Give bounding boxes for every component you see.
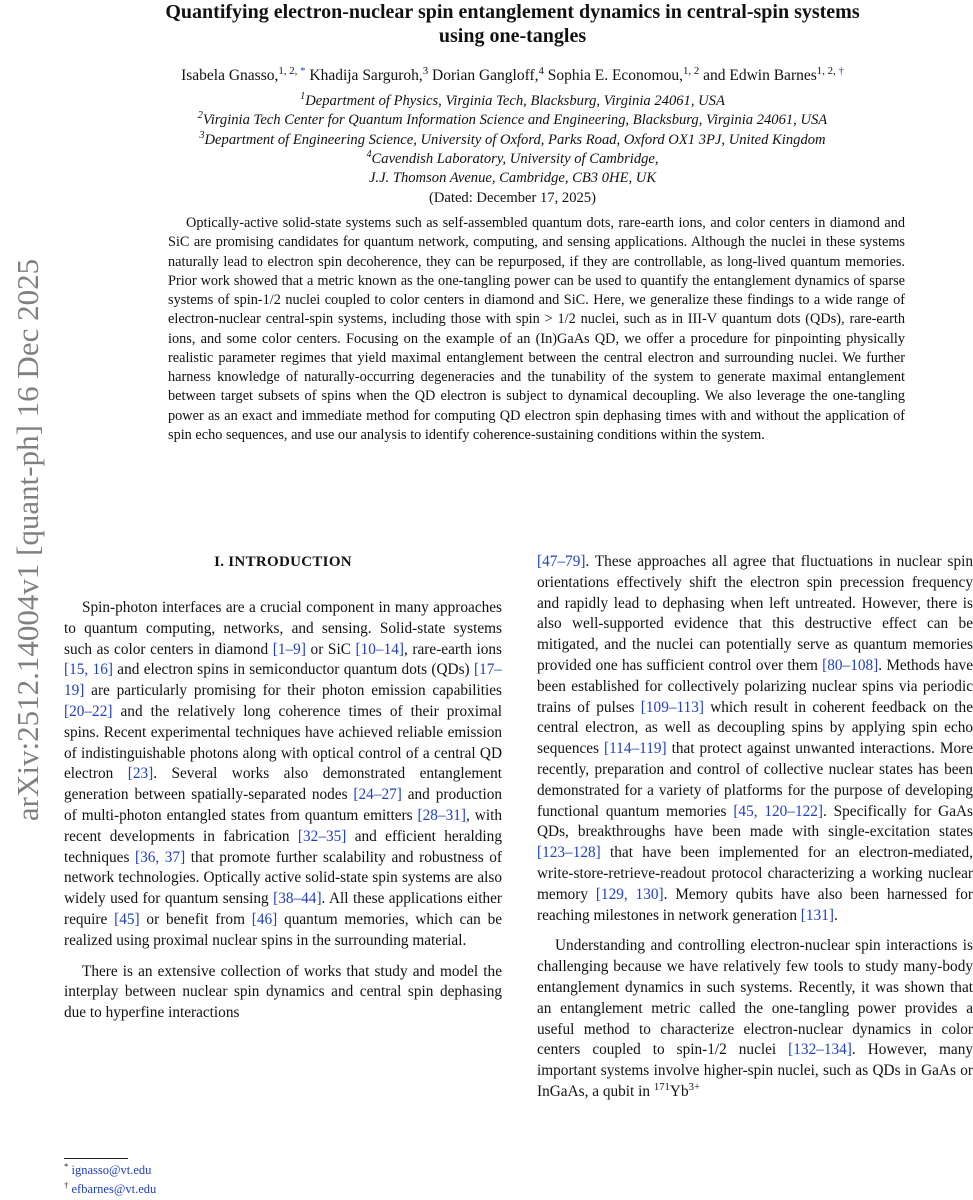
- paragraph-gap: [64, 952, 502, 962]
- superscript: 3+: [688, 1080, 700, 1093]
- right-column: [537, 552, 973, 1103]
- author: [547, 64, 700, 84]
- citation-link[interactable]: [38–44]: [273, 890, 322, 908]
- citation-link[interactable]: [45]: [114, 910, 140, 928]
- affiliation: [60, 92, 965, 111]
- footnote: [64, 1180, 156, 1199]
- footnote-email-link[interactable]: ignasso@vt.edu: [71, 1163, 152, 1177]
- affiliation-text: Virginia Tech Center for Quantum Information Science and Engineering, Blacksburg, Virginia 24061, USA: [202, 112, 828, 129]
- affiliation-number: 1: [300, 91, 306, 103]
- author-name: Isabela Gnasso,: [181, 67, 279, 84]
- superscript: 171: [653, 1080, 670, 1093]
- title-line-1: Quantifying electron-nuclear spin entanglement dynamics in central-spin systems: [165, 1, 860, 23]
- citation-link[interactable]: [109–113]: [640, 698, 704, 716]
- citation-link[interactable]: [80–108]: [822, 656, 879, 674]
- right-paragraphs: [537, 552, 973, 1103]
- affiliation-list: [60, 92, 965, 188]
- citation-link[interactable]: [10–14]: [355, 640, 404, 658]
- footnote-email-link[interactable]: efbarnes@vt.edu: [71, 1182, 157, 1196]
- citation-link[interactable]: [45, 120–122]: [733, 802, 823, 820]
- arxiv-identifier: arXiv:2512.14004v1 [quant-ph] 16 Dec 2025: [10, 258, 45, 822]
- author-affiliation-marks: 4: [538, 64, 544, 77]
- citation-link[interactable]: [17–19]: [64, 661, 503, 700]
- citation-link[interactable]: [129, 130]: [595, 885, 664, 903]
- affiliation-text: Cavendish Laboratory, University of Cambridge,: [371, 150, 659, 167]
- author-name: and Edwin Barnes: [703, 67, 817, 84]
- citation-link[interactable]: [1–9]: [272, 640, 306, 658]
- paragraph-gap: [537, 926, 973, 936]
- author: [181, 64, 306, 84]
- author-email-link[interactable]: †: [835, 64, 844, 77]
- paragraph: Spin-photon interfaces are a crucial component in many approaches to quantum computing, networks, and sensing. Solid-state systems such as color centers in diamond [1–9] or SiC [10–14], rare-earth ions [15, 16] and electron spins in semiconductor quantum dots (QDs) [17–19] are particularly promising for their photon emission capabilities [20–22] and the relatively long coherence times of their proximal spins. Recent experimental techniques have achieved reliable emission of indistinguishable photons along with optical control of a central QD electron [23]. Several works also demonstrated entanglement generation between spatially-separated nodes [24–27] and production of multi-photon entangled states from quantum emitters [28–31], with recent developments in fabrication [32–35] and efficient heralding techniques [36, 37] that promote further scalability and robustness of network technologies. Optically active solid-state spin systems are also widely used for quantum sensing [38–44]. All these applications either require [45] or benefit from [46] quantum memories, which can be realized using proximal nuclear spins in the surrounding material.: [64, 599, 503, 949]
- citation-link[interactable]: [28–31]: [417, 806, 466, 824]
- affiliation-number: 3: [199, 129, 205, 141]
- citation-link[interactable]: [123–128]: [537, 844, 601, 862]
- paragraph: There is an extensive collection of works that study and model the interplay between nuclear spin dynamics and central spin dephasing due to hyperfine interactions: [64, 962, 502, 1022]
- affiliation-number: 2: [197, 110, 203, 122]
- author: [432, 64, 544, 84]
- citation-link[interactable]: [47–79]: [537, 553, 586, 570]
- paper-title: [60, 0, 965, 48]
- author-email-link[interactable]: *: [297, 64, 306, 77]
- section-heading: I. INTRODUCTION: [214, 554, 352, 570]
- affiliation-number: 4: [366, 149, 372, 161]
- author-list: [60, 64, 965, 85]
- paragraph: Understanding and controlling electron-nuclear spin interactions is challenging because we have relatively few tools to study many-body entanglement dynamics in such systems. Recently, it was shown that an entanglement metric called the one-tangling power provides a useful method to characterize electron-nuclear dynamics in color centers coupled to spin-1/2 nuclei [132–134]. However, many important systems involve higher-spin nuclei, such as QDs in GaAs or InGaAs, a qubit in $^{171}Yb^{3+}$: [537, 937, 973, 1100]
- affiliation-text: J.J. Thomson Avenue, Cambridge, CB3 0HE, UK: [368, 170, 657, 187]
- footnote-rule: [64, 1158, 128, 1159]
- footnote: [64, 1161, 156, 1180]
- affiliation-text: Department of Engineering Science, University of Oxford, Parks Road, Oxford OX1 3PJ, United Kingdom: [204, 131, 826, 148]
- author-affiliation-marks: 1, 2, *: [278, 64, 306, 77]
- citation-link[interactable]: [20–22]: [64, 702, 113, 720]
- author: [703, 64, 844, 84]
- citation-link[interactable]: [132–134]: [788, 1041, 852, 1059]
- citation-link[interactable]: [15, 16]: [64, 661, 113, 679]
- footnote-mark: †: [64, 1179, 69, 1190]
- title-line-2: using one-tangles: [438, 25, 587, 47]
- paragraph: [47–79]. These approaches all agree that fluctuations in nuclear spin orientations effectively shift the electron spin precession frequency and rapidly lead to dephasing when left untreated. However, there is also well-supported evidence that this destructive effect can be mitigated, and the nuclei can potentially serve as quantum memories provided one has sufficient control over them [80–108]. Methods have been established for collectively polarizing nuclear spins via periodic trains of pulses [109–113] which result in coherent feedback on the central electron, as well as decoupling spins by applying spin echo sequences [114–119] that protect against unwanted interactions. More recently, preparation and control of collective nuclear states has been demonstrated for a variety of platforms for the purpose of developing functional quantum memories [45, 120–122]. Specifically for GaAs QDs, breakthroughs have been made with single-excitation states [123–128] that have been implemented for an electron-mediated, write-store-retrieve-readout protocol characterizing a working nuclear memory [129, 130]. Memory qubits have also been harnessed for reaching milestones in network generation [131].: [537, 553, 973, 924]
- arxiv-sidebar: [6, 150, 50, 930]
- left-column: [64, 552, 502, 1024]
- citation-link[interactable]: [32–35]: [297, 827, 347, 845]
- author: [309, 64, 429, 84]
- citation-link[interactable]: [24–27]: [353, 786, 402, 804]
- author-affiliation-marks: 3: [422, 64, 429, 77]
- date-line: (Dated: December 17, 2025): [429, 190, 596, 206]
- citation-link[interactable]: [131]: [800, 906, 834, 924]
- affiliation: [60, 111, 965, 130]
- citation-link[interactable]: [36, 37]: [135, 848, 186, 866]
- author-name: Dorian Gangloff,: [432, 67, 539, 84]
- author-affiliation-marks: 1, 2: [682, 64, 700, 77]
- footnote-mark: *: [64, 1160, 69, 1171]
- author-name: Khadija Sarguroh,: [309, 67, 423, 84]
- affiliation: [60, 169, 965, 188]
- footnotes: [64, 1161, 156, 1199]
- citation-link[interactable]: [46]: [251, 910, 278, 928]
- abstract: Optically-active solid-state systems such as self-assembled quantum dots, rare-earth ions, and color centers in diamond and SiC are promising candidates for quantum network, computing, and sensing applications. Although the nuclei in these systems naturally lead to electron spin decoherence, they can be repurposed, if they are controllable, as long-lived quantum memories. Prior work showed that a metric known as the one-tangling power can be used to quantify the entanglement dynamics of sparse systems of spin-1/2 nuclei coupled to color centers in diamond and SiC. Here, we generalize these findings to a wide range of electron-nuclear central-spin systems, including those with spin > 1/2 nuclei, such as in III-V quantum dots (QDs), rare-earth ions, and some color centers. Focusing on the example of an (In)GaAs QD, we offer a procedure for pinpointing physically realistic parameter regimes that yield maximal entanglement between the central electron and surrounding nuclei. We further harness knowledge of naturally-occurring degeneracies and the tunability of the system to generate maximal entanglement between target subsets of spins when the QD electron is subject to dynamical decoupling. We also leverage the one-tangling power as an exact and immediate method for computing QD electron spin dephasing times with and without the application of spin echo sequences, and use our analysis to identify coherence-sustaining conditions within the system.: [168, 215, 905, 443]
- citation-link[interactable]: [23]: [127, 765, 154, 783]
- author-name: Sophia E. Economou,: [547, 67, 683, 84]
- affiliation: [60, 150, 965, 169]
- affiliation-text: Department of Physics, Virginia Tech, Blacksburg, Virginia 24061, USA: [305, 93, 725, 109]
- left-paragraphs: [64, 598, 502, 1024]
- affiliation: [60, 131, 965, 150]
- citation-link[interactable]: [114–119]: [604, 740, 667, 758]
- author-affiliation-marks: 1, 2, †: [816, 64, 844, 77]
